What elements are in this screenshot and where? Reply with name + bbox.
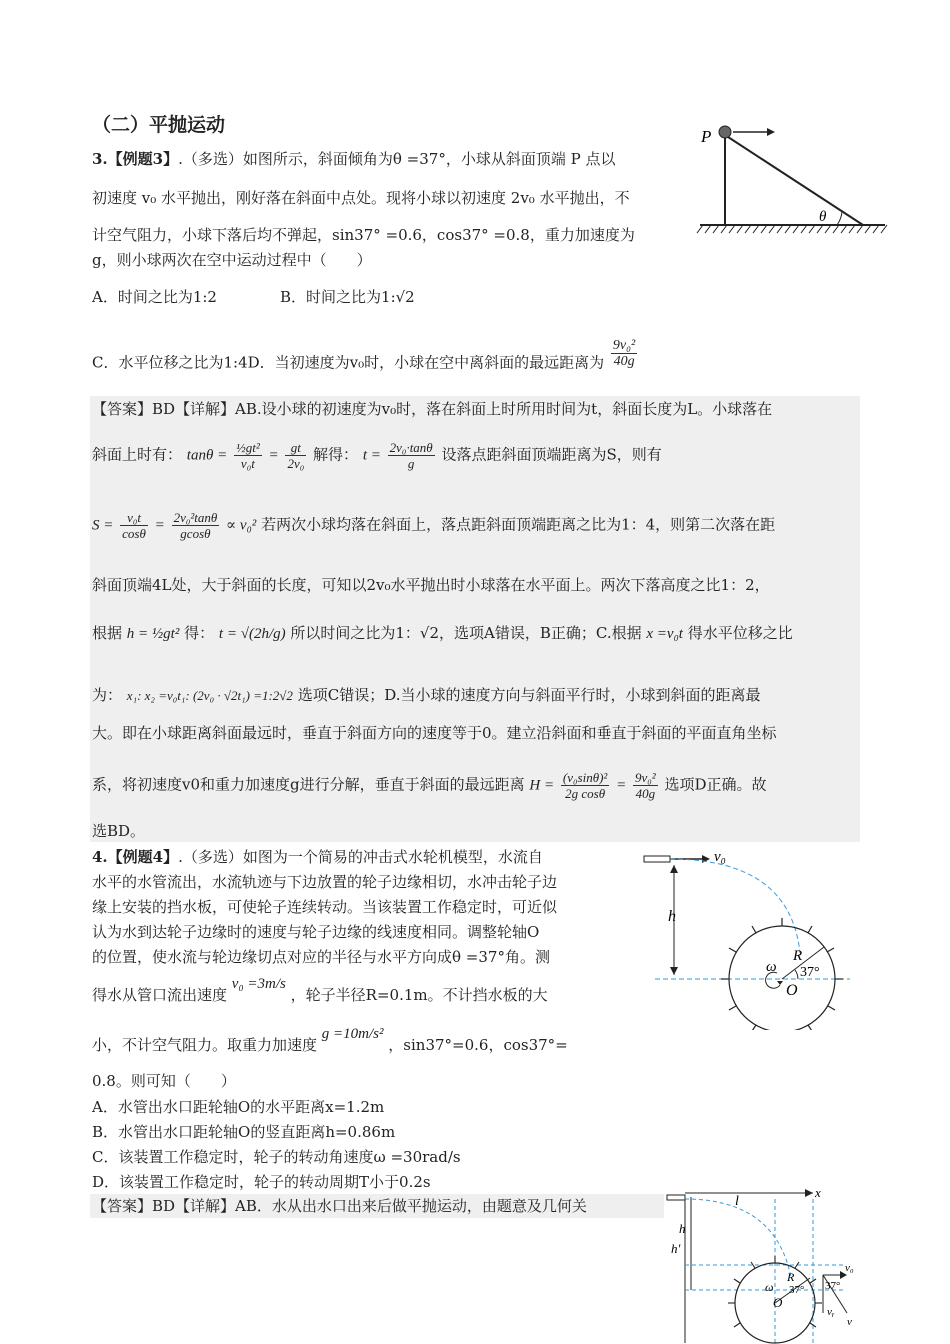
q3-line2: 初速度 v₀ 水平抛出，刚好落在斜面中点处。现将小球以初速度 2v₀ 水平抛出，不: [92, 189, 630, 207]
q4-line8: 0.8。则可知（ ）: [92, 1072, 236, 1090]
frac-den: cosθ: [122, 526, 146, 541]
q4-line1-text: .（多选）如图为一个简易的冲击式水轮机模型，水流自: [178, 848, 543, 866]
o-label: O: [773, 1295, 783, 1310]
ans3-line3: S = $\frac{\text{v₀t}}{\cos\theta}$ = $\frac{\text{2v₀²tanθ}}{gcos\theta}$ ∝ v₀² 若两次小球均落在斜面上，落点距斜面顶端距离之比为1：4，则第二次落在距: [92, 510, 776, 541]
ans3-l2e: 设落点距斜面顶端距离为S，则有: [441, 445, 662, 464]
ans3-l8b: H =: [529, 777, 555, 794]
ans3-line7: 大。即在小球距离斜面最远时，垂直于斜面方向的速度等于0。建立沿斜面和垂直于斜面的平面直角坐标: [92, 724, 777, 742]
omega-label: ω: [766, 959, 777, 975]
q3-option-b: B．时间之比为1:√2: [280, 288, 415, 306]
frac-num: 9v₀²: [612, 338, 636, 353]
section-title: （二）平抛运动: [92, 114, 226, 136]
ans3-l6c: 选项C错误；D.当小球的速度方向与斜面平行时，小球到斜面的距离最: [297, 686, 761, 704]
q4-l6a: 得水从管口流出速度: [92, 986, 228, 1004]
q3-line4: g，则小球两次在空中运动过程中（ ）: [92, 251, 372, 269]
ans3-line1: 【答案】BD【详解】AB.设小球的初速度为v₀时，落在斜面上时所用时间为t，斜面长度为L。小球落在: [92, 400, 773, 418]
frac-den: 2g cosθ: [565, 786, 606, 801]
q4-l7b: g =10m/s²: [321, 1026, 384, 1042]
ans3-line2: 斜面上时有： tanθ = $\frac{\text{½gt²}}{\text{v₀t}}$ = $\frac{gt}{\text{2v₀}}$ 解得： t = $\frac{\text{2v₀·tanθ}}{g}$ 设落点距斜面顶端距离为S，则有: [92, 440, 662, 471]
q4-l6b: v₀ =3m/s: [231, 976, 286, 992]
q4-option-d: D．该装置工作稳定时，轮子的转动周期T小于0.2s: [92, 1173, 431, 1191]
theta-label: θ: [819, 209, 827, 225]
h-prime-label: h': [671, 1241, 681, 1256]
angle-label: 37°: [800, 965, 820, 980]
q4-waterwheel-figure: [640, 845, 855, 1030]
ans3-line5: [92, 622, 793, 645]
ans3-l5e: 所以时间之比为1：√2，选项A错误，B正确；C.根据: [290, 624, 642, 642]
ans3-frac1: [234, 440, 262, 471]
frac-num: 2v₀²tanθ: [173, 510, 218, 525]
q4-line4: 认为水到达轮子边缘时的速度与轮子边缘的线速度相同。调整轮轴O: [92, 923, 540, 941]
v0-label: v₀: [714, 849, 726, 865]
q4-option-c: C．该装置工作稳定时，轮子的转动角速度ω =30rad/s: [92, 1148, 461, 1166]
ans3-line4: 斜面顶端4L处，大于斜面的长度，可知以2v₀水平抛出时小球落在水平面上。两次下落高度之比1：2，: [92, 576, 770, 594]
ans3-frac5: [172, 510, 220, 541]
q4-line6: [92, 976, 548, 1007]
q3-line1: [92, 148, 615, 170]
ans3-frac7: [633, 770, 658, 801]
frac-num: (v₀sinθ)²: [562, 770, 608, 785]
omega-label: ω: [765, 1280, 774, 1294]
l-label: l: [735, 1194, 739, 1209]
frac-den: gcosθ: [180, 526, 211, 541]
ans3-l6a: 为：: [92, 686, 123, 704]
q3-line1-text: .（多选）如图所示，斜面倾角为θ =37°，小球从斜面顶端 P 点以: [178, 150, 616, 168]
ans3-l2c: 解得：: [313, 445, 359, 464]
q4-line5: 的位置，使水流与轮边缘切点对应的半径与水平方向成θ =37°角。测: [92, 948, 550, 966]
ans3-frac4: [120, 510, 148, 541]
q3-label: 3.【例题3】: [92, 150, 179, 168]
frac-den: g: [407, 456, 415, 471]
angle1-label: 37°: [789, 1284, 805, 1296]
frac-num: v₀t: [120, 510, 148, 526]
q4-line2: 水平的水管流出，水流轨迹与下边放置的轮子边缘相切，水冲击轮子边: [92, 873, 558, 891]
ans3-l2d: t =: [362, 447, 381, 464]
ans3-l5a: 根据: [92, 624, 123, 642]
q3-option-cd-text: C．水平位移之比为1:4D．当初速度为v₀时，小球在空中离斜面的最远距离为: [92, 353, 605, 372]
frac-den: 40g: [613, 354, 635, 369]
ans3-line9: 选BD。: [92, 822, 146, 840]
ans3-l5g: 得水平位移之比: [687, 624, 793, 642]
q4-label: 4.【例题4】: [92, 848, 179, 866]
q4-line1: [92, 846, 543, 868]
ans3-l8c: 选项D正确。故: [664, 775, 767, 794]
ans3-frac6: [561, 770, 609, 801]
ans3-l2b: tanθ =: [186, 447, 228, 464]
q3-option-cd: [92, 338, 639, 379]
o-label: O: [786, 982, 798, 999]
frac-den: v₀t: [240, 456, 255, 471]
ans3-l2a: 斜面上时有：: [92, 445, 183, 464]
q4-line7: [92, 1026, 568, 1057]
ans3-l5b: h = ½gt²: [126, 626, 180, 642]
q3-option-a: A．时间之比为1:2: [92, 288, 217, 306]
ans3-line8: 系，将初速度v0和重力加速度g进行分解，垂直于斜面的最远距离 H = $\frac{\text{(v₀sinθ)²}}{\text{2g cosθ}}$ = $\frac{\text{9v₀²}}{40g}$ 选项D正确。故: [92, 770, 767, 801]
r-label: R: [787, 1270, 795, 1284]
frac-num: gt: [285, 440, 306, 456]
ans3-line6: [92, 684, 760, 707]
q3-line3: 计空气阻力，小球下落后均不弹起，sin37° =0.6，cos37° =0.8，重力加速度为: [92, 226, 635, 244]
frac-num: 9v₀²: [635, 770, 656, 785]
frac-num: 2v₀·tanθ: [389, 440, 433, 455]
ans4-line1: 【答案】BD【详解】AB．水从出水口出来后做平抛运动，由题意及几何关: [92, 1197, 587, 1215]
frac-den: 40g: [635, 786, 656, 801]
ans3-frac3: [388, 440, 435, 471]
ans3-l5f: x =v₀t: [646, 626, 683, 642]
q4-l6c: ，轮子半径R=0.1m。不计挡水板的大: [290, 986, 548, 1004]
ans3-l3c: 若两次小球均落在斜面上，落点距斜面顶端距离之比为1：4，则第二次落在距: [261, 515, 776, 534]
point-p-label: P: [701, 127, 712, 146]
h-label: h: [668, 908, 676, 925]
h-label: h: [679, 1221, 686, 1236]
q3-option-d-fraction: [611, 338, 637, 369]
ans3-frac2: [285, 440, 306, 471]
ans3-l5c: 得：: [184, 624, 215, 642]
vy-label: vᵧ: [827, 1306, 835, 1318]
ans3-l3a: S =: [92, 517, 114, 534]
ans3-l3b: ∝ v₀²: [226, 517, 257, 534]
q4-line3: 缘上安装的挡水板，可使轮子连续转动。当该装置工作稳定时，可近似: [92, 898, 558, 916]
v-label: v: [847, 1316, 852, 1328]
ans3-l6b: x₁: x₂ =v₀t₁: (2v₀ · √2t₁) =1:2√2: [126, 688, 293, 703]
r-label: R: [793, 948, 803, 964]
frac-num: ½gt²: [236, 440, 260, 455]
q3-incline-figure: [695, 118, 895, 243]
ans3-l5d: t = √(2h/g): [218, 626, 286, 642]
q4-option-a: A．水管出水口距轮轴O的水平距离x=1.2m: [92, 1098, 385, 1116]
a4-geometry-figure: [665, 1185, 865, 1344]
ans3-l8a: 系，将初速度v0和重力加速度g进行分解，垂直于斜面的最远距离: [92, 775, 525, 794]
q4-l7a: 小，不计空气阻力。取重力加速度: [92, 1036, 318, 1054]
q4-option-b: B．水管出水口距轮轴O的竖直距离h=0.86m: [92, 1123, 396, 1141]
angle2-label: 37°: [825, 1280, 841, 1292]
v0-label: v₀: [845, 1262, 854, 1274]
x-label: x: [815, 1185, 821, 1200]
frac-den: 2v₀: [287, 456, 305, 471]
q4-l7c: ，sin37°=0.6，cos37°=: [388, 1036, 568, 1054]
